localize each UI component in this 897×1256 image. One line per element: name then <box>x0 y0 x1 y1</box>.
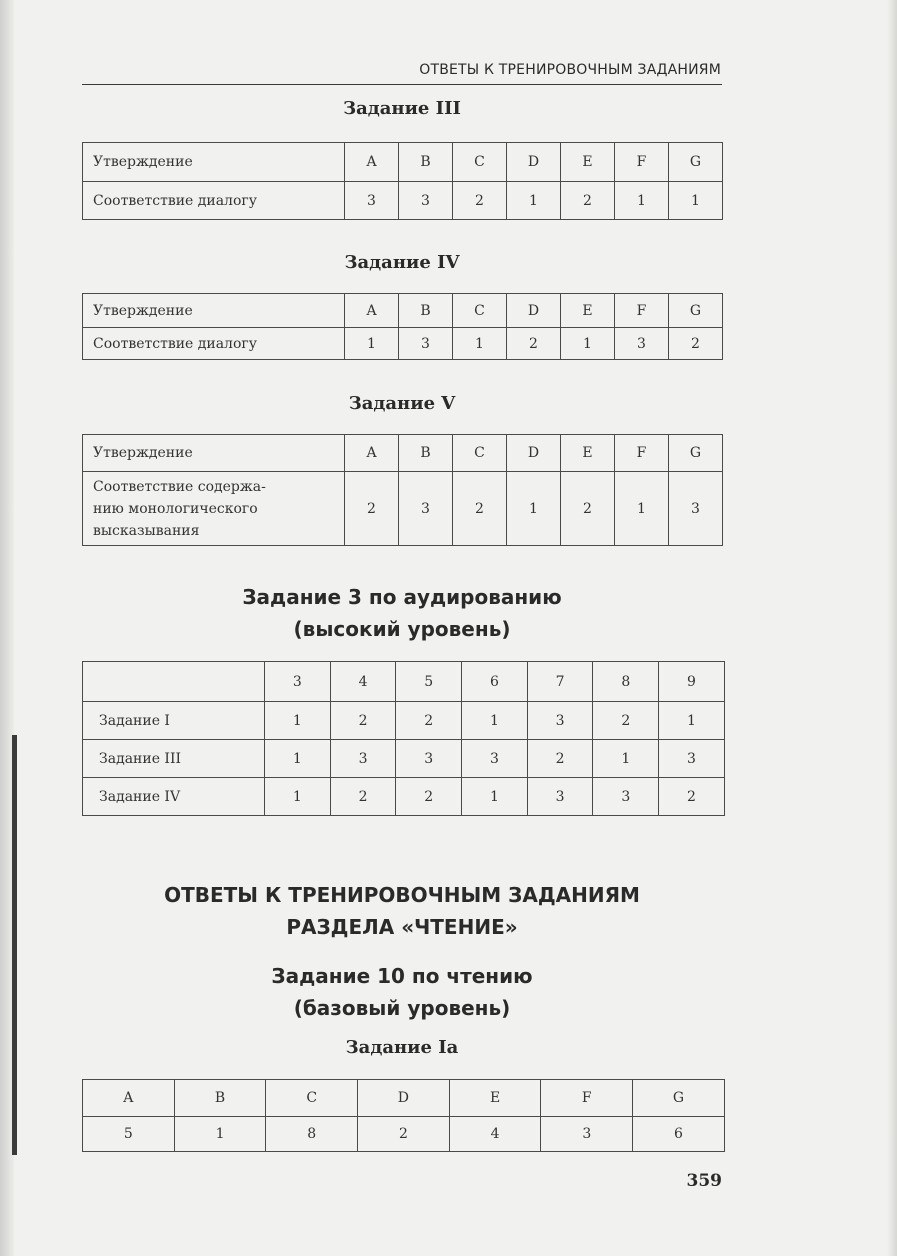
table-cell: D <box>507 143 561 182</box>
table-cell: 2 <box>593 702 659 740</box>
row-label <box>83 472 345 546</box>
table-cell: 2 <box>507 328 561 360</box>
table-cell: 4 <box>330 662 396 702</box>
table-cell: 1 <box>462 702 528 740</box>
table-cell: F <box>541 1080 633 1117</box>
table-cell: E <box>449 1080 541 1117</box>
table-cell: 2 <box>453 182 507 220</box>
table-row <box>83 294 723 328</box>
table-cell: 7 <box>527 662 593 702</box>
table-cell: 3 <box>399 182 453 220</box>
task3-table <box>82 142 723 220</box>
table-cell: 1 <box>265 702 331 740</box>
listening-subtitle: (высокий уровень) <box>293 617 511 641</box>
table-row <box>83 435 723 472</box>
reading-section-subtitle: РАЗДЕЛА «ЧТЕНИЕ» <box>286 915 518 939</box>
table-row <box>83 662 725 702</box>
table-cell: B <box>399 435 453 472</box>
reading-table <box>82 1079 725 1152</box>
table-cell: 1 <box>174 1117 266 1152</box>
table-cell: A <box>345 435 399 472</box>
table-cell: A <box>83 1080 175 1117</box>
table-cell: 2 <box>561 472 615 546</box>
table-cell: 2 <box>330 702 396 740</box>
table-cell-empty <box>83 662 265 702</box>
table-cell: G <box>669 435 723 472</box>
row-label: Соответствие диалогу <box>83 182 345 220</box>
table-cell: 2 <box>527 740 593 778</box>
table-cell: C <box>266 1080 358 1117</box>
table-cell: C <box>453 143 507 182</box>
table-cell: 2 <box>396 702 462 740</box>
row-label-line: нию монологического <box>93 500 258 517</box>
table-cell: 8 <box>593 662 659 702</box>
table-cell: 1 <box>453 328 507 360</box>
listening-title: Задание 3 по аудированию <box>242 585 562 609</box>
table-cell: 3 <box>615 328 669 360</box>
task5-title: Задание V <box>348 393 456 414</box>
table-cell: 9 <box>659 662 725 702</box>
reading-section-title: ОТВЕТЫ К ТРЕНИРОВОЧНЫМ ЗАДАНИЯМ <box>164 883 640 907</box>
table-cell: 2 <box>358 1117 450 1152</box>
table-cell: G <box>669 143 723 182</box>
table-cell: 3 <box>593 778 659 816</box>
reading-task-title: Задание 10 по чтению <box>271 964 533 988</box>
listening-table <box>82 661 725 816</box>
row-label: Утверждение <box>83 435 345 472</box>
table-cell: 3 <box>527 778 593 816</box>
task4-table <box>82 293 723 360</box>
table-row <box>83 472 723 546</box>
table-cell: G <box>669 294 723 328</box>
table-cell: 3 <box>396 740 462 778</box>
table-cell: F <box>615 143 669 182</box>
table-cell: 6 <box>633 1117 725 1152</box>
table-cell: G <box>633 1080 725 1117</box>
table-row <box>83 778 725 816</box>
row-label-line: высказывания <box>93 522 200 539</box>
table-row <box>83 702 725 740</box>
row-label: Соответствие диалогу <box>83 328 345 360</box>
table-cell: F <box>615 294 669 328</box>
table-cell: 8 <box>266 1117 358 1152</box>
row-label: Задание IV <box>83 778 265 816</box>
table-cell: 3 <box>527 702 593 740</box>
table-cell: C <box>453 435 507 472</box>
table-cell: B <box>399 143 453 182</box>
table-cell: 1 <box>345 328 399 360</box>
task4-title: Задание IV <box>344 252 460 273</box>
row-label: Утверждение <box>83 294 345 328</box>
table-cell: 2 <box>669 328 723 360</box>
running-header: ОТВЕТЫ К ТРЕНИРОВОЧНЫМ ЗАДАНИЯМ <box>419 62 721 78</box>
table-cell: 3 <box>330 740 396 778</box>
table-cell: 1 <box>507 472 561 546</box>
table-cell: 5 <box>396 662 462 702</box>
table-cell: 2 <box>330 778 396 816</box>
table-cell: 1 <box>615 472 669 546</box>
table-cell: 1 <box>265 740 331 778</box>
table-cell: 1 <box>265 778 331 816</box>
row-label: Утверждение <box>83 143 345 182</box>
table-cell: 2 <box>561 182 615 220</box>
table-cell: 2 <box>659 778 725 816</box>
table-cell: 2 <box>345 472 399 546</box>
task5-table <box>82 434 723 546</box>
table-row <box>83 143 723 182</box>
table-cell: A <box>345 294 399 328</box>
table-row <box>83 1080 725 1117</box>
table-cell: 3 <box>659 740 725 778</box>
table-cell: 3 <box>399 328 453 360</box>
table-cell: 1 <box>507 182 561 220</box>
table-cell: 3 <box>541 1117 633 1152</box>
table-cell: 1 <box>462 778 528 816</box>
table-cell: 1 <box>615 182 669 220</box>
table-cell: 1 <box>669 182 723 220</box>
table-cell: B <box>399 294 453 328</box>
task3-title: Задание III <box>343 98 461 119</box>
header-rule <box>82 84 722 85</box>
page-right-edge <box>887 0 897 1256</box>
table-cell: 1 <box>659 702 725 740</box>
row-label-line: Соответствие содержа- <box>93 478 266 495</box>
table-row <box>83 328 723 360</box>
row-label: Задание I <box>83 702 265 740</box>
binding-mark <box>12 735 17 1155</box>
table-cell: 2 <box>396 778 462 816</box>
table-cell: 6 <box>462 662 528 702</box>
table-cell: F <box>615 435 669 472</box>
table-cell: 4 <box>449 1117 541 1152</box>
table-cell: E <box>561 294 615 328</box>
table-cell: 3 <box>399 472 453 546</box>
reading-task-ia-title: Задание Ia <box>345 1037 459 1058</box>
table-cell: 1 <box>561 328 615 360</box>
page-number: 359 <box>686 1171 722 1191</box>
table-cell: D <box>507 294 561 328</box>
table-cell: 3 <box>345 182 399 220</box>
table-cell: 1 <box>593 740 659 778</box>
table-cell: B <box>174 1080 266 1117</box>
table-cell: 2 <box>453 472 507 546</box>
row-label: Задание III <box>83 740 265 778</box>
table-cell: A <box>345 143 399 182</box>
table-cell: D <box>358 1080 450 1117</box>
table-row <box>83 740 725 778</box>
table-cell: D <box>507 435 561 472</box>
table-cell: C <box>453 294 507 328</box>
table-cell: 3 <box>265 662 331 702</box>
table-cell: E <box>561 435 615 472</box>
table-cell: 3 <box>669 472 723 546</box>
table-row <box>83 1117 725 1152</box>
reading-task-level: (базовый уровень) <box>293 996 511 1020</box>
table-cell: E <box>561 143 615 182</box>
table-cell: 3 <box>462 740 528 778</box>
table-row <box>83 182 723 220</box>
table-cell: 5 <box>83 1117 175 1152</box>
